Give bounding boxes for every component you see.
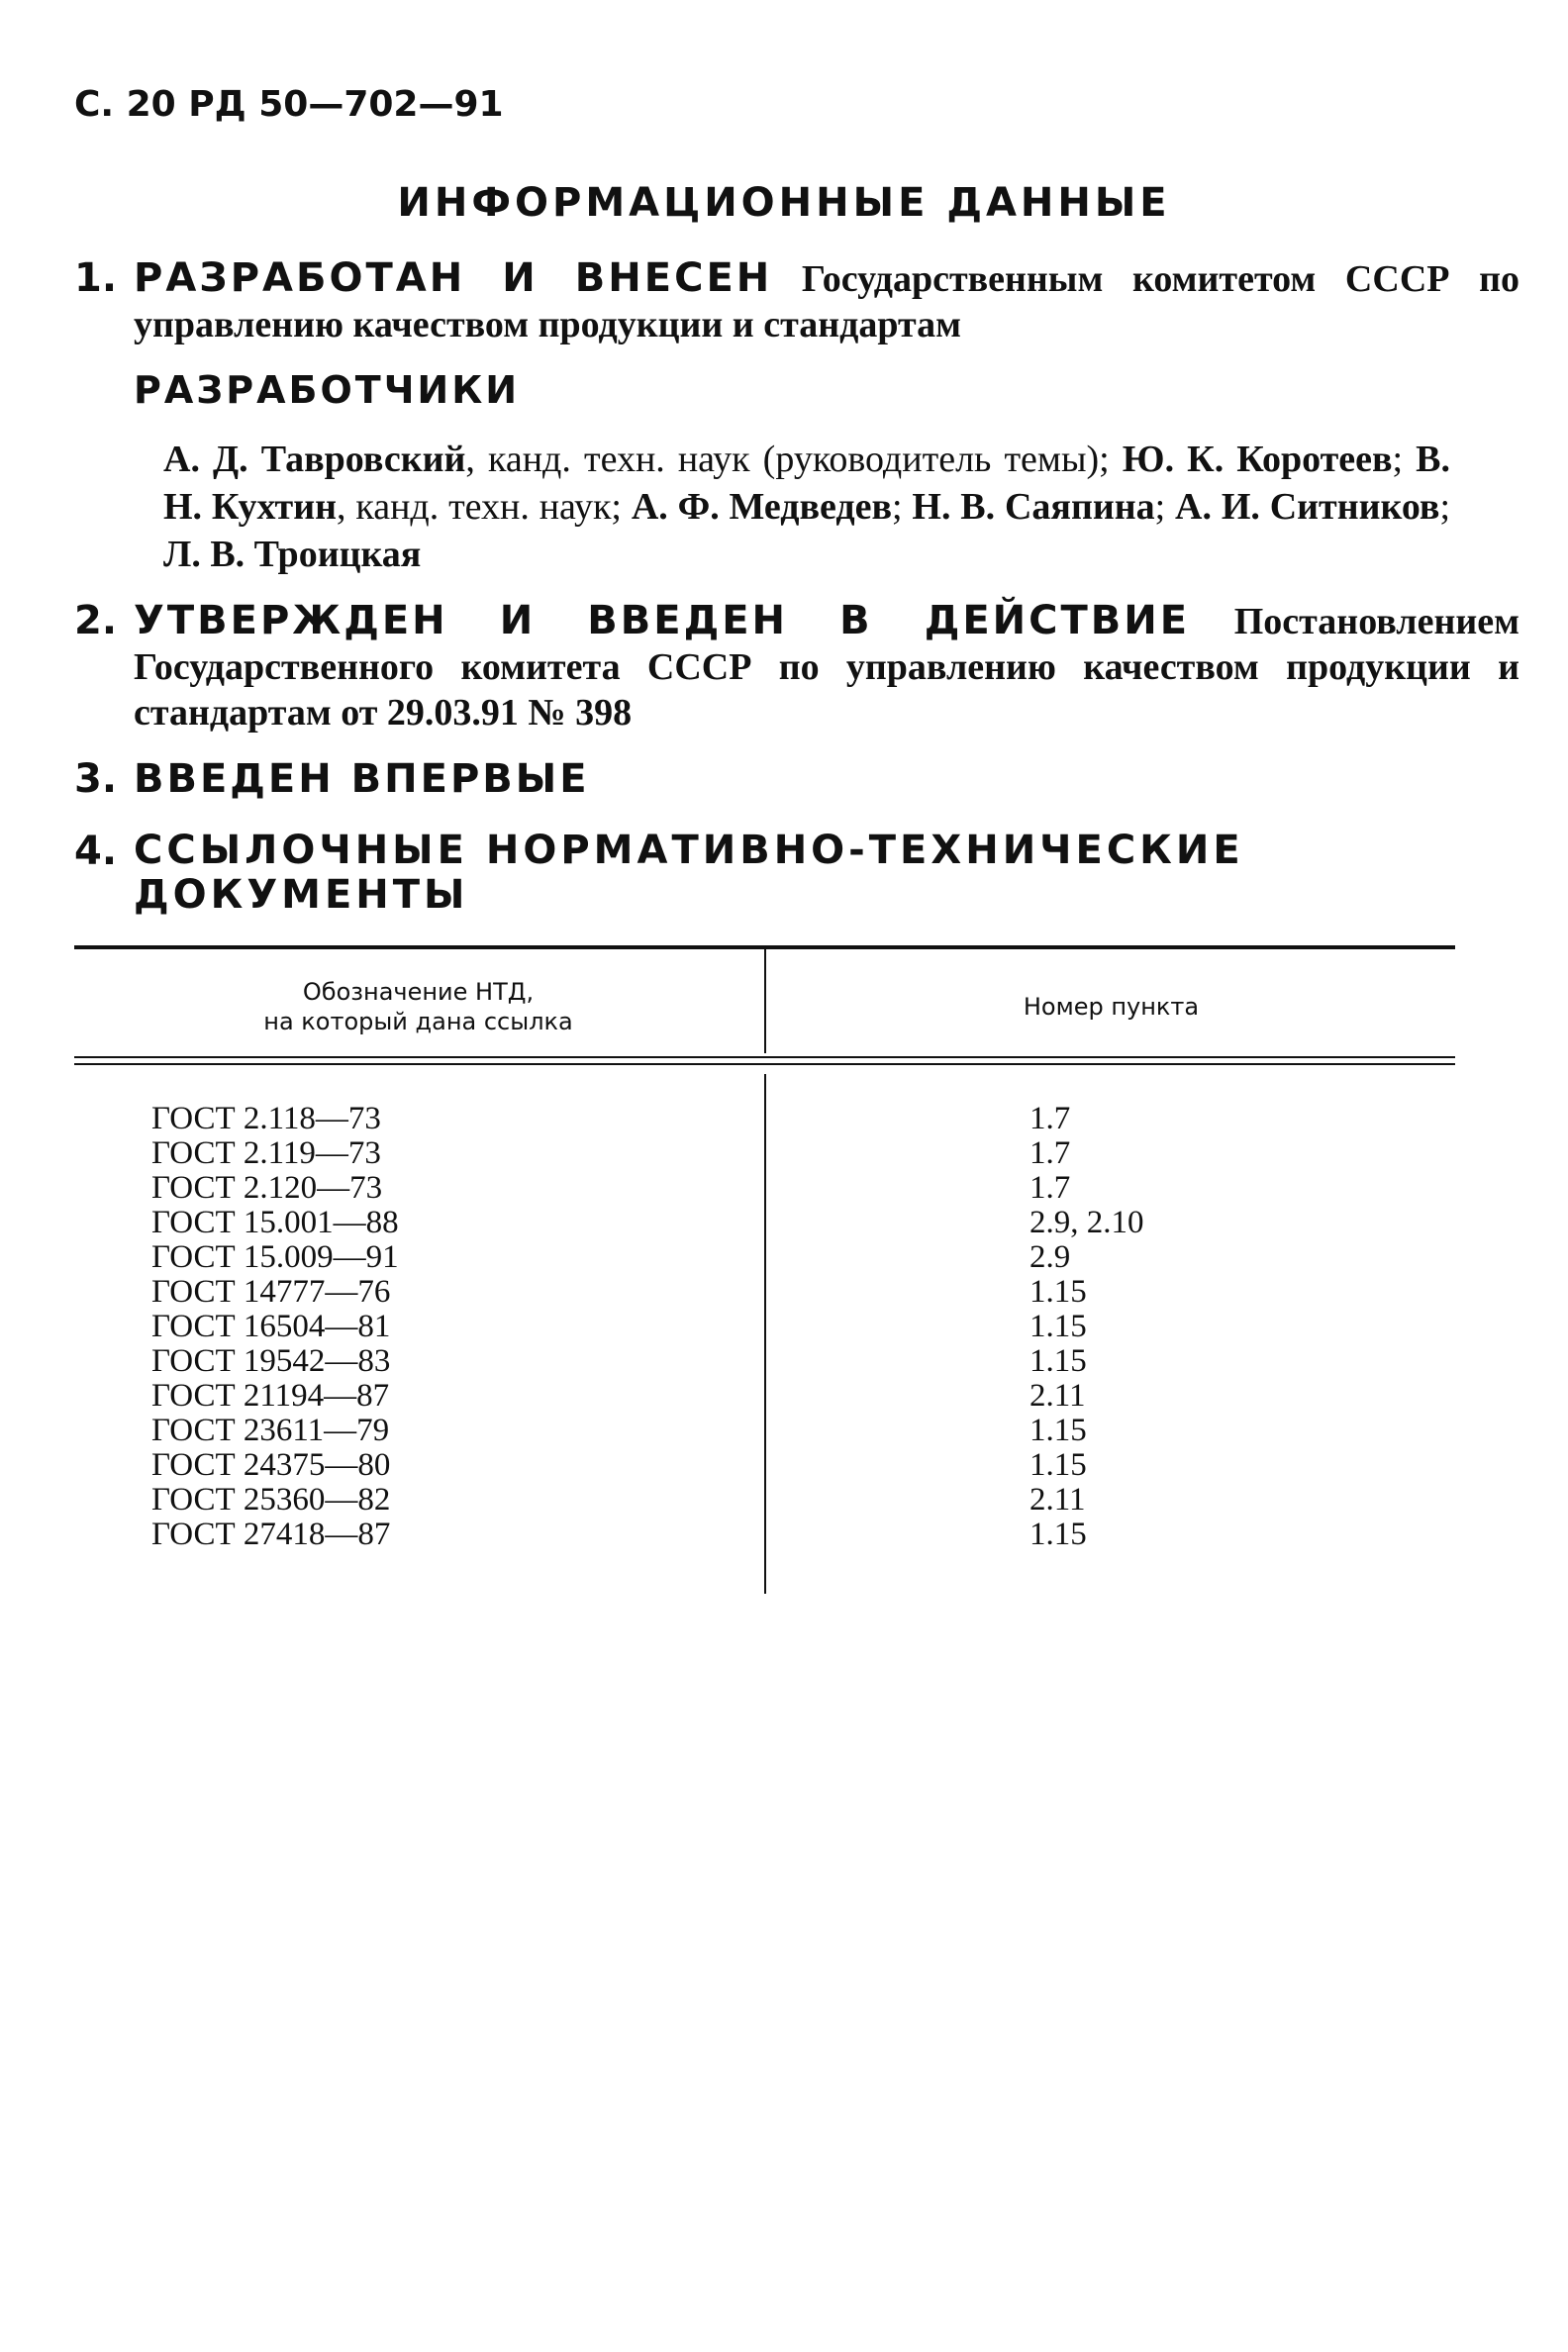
section-heading: ССЫЛОЧНЫЕ НОРМАТИВНО-ТЕХНИЧЕСКИЕ ДОКУМЕНТЫ — [134, 828, 1244, 918]
developers-heading: РАЗРАБОТЧИКИ — [134, 368, 521, 412]
section-body — [134, 829, 1500, 918]
section-number: 2. — [74, 598, 118, 643]
table-cell-clause: 1.15 — [1029, 1413, 1087, 1448]
table-header-rule — [74, 1056, 1455, 1058]
developer-name: Ю. К. Коротеев — [1122, 439, 1393, 480]
table-cell-clause: 2.11 — [1029, 1482, 1086, 1518]
table-column-divider — [764, 1074, 766, 1594]
developer-note: , канд. техн. наук (руководитель темы); — [465, 439, 1123, 480]
table-cell-clause: 1.15 — [1029, 1309, 1087, 1344]
table-cell-clause: 1.15 — [1029, 1274, 1087, 1310]
developer-name: А. Д. Тавровский — [163, 439, 466, 480]
table-cell-document: ГОСТ 2.120—73 — [151, 1170, 383, 1206]
column-header-line: на который дана ссылка — [263, 1008, 573, 1035]
developers-list — [163, 436, 1450, 578]
developer-name: Н. В. Саяпина — [912, 486, 1155, 528]
developer-note: , канд. техн. наук; — [337, 486, 632, 528]
table-cell-document: ГОСТ 15.001—88 — [151, 1205, 399, 1240]
table-cell-clause: 2.9, 2.10 — [1029, 1205, 1144, 1240]
developer-note: ; — [1439, 486, 1451, 528]
developer-note: ; — [1154, 486, 1176, 528]
table-cell-document: ГОСТ 16504—81 — [151, 1309, 391, 1344]
column-header-line: Обозначение НТД, — [302, 978, 535, 1006]
table-cell-clause: 1.7 — [1029, 1135, 1071, 1171]
developer-note: ; — [1392, 439, 1417, 480]
section-heading: УТВЕРЖДЕН И ВВЕДЕН В ДЕЙСТВИЕ — [134, 598, 1191, 643]
table-column-divider — [764, 949, 766, 1053]
table-cell-document: ГОСТ 21194—87 — [151, 1378, 390, 1414]
developer-name: В. Н. Кухтин — [163, 439, 1451, 528]
section-body — [134, 756, 1519, 803]
table-cell-document: ГОСТ 24375—80 — [151, 1447, 391, 1483]
table-cell-clause: 2.11 — [1029, 1378, 1086, 1414]
table-cell-document: ГОСТ 23611—79 — [151, 1413, 390, 1448]
section-number: 4. — [74, 829, 118, 874]
developer-note: ; — [892, 486, 913, 528]
table-cell-document: ГОСТ 25360—82 — [151, 1482, 391, 1518]
reference-table — [74, 945, 1455, 1599]
section-heading: РАЗРАБОТАН И ВНЕСЕН — [134, 255, 773, 301]
clause-column — [1029, 1102, 1144, 1552]
table-cell-document: ГОСТ 2.118—73 — [151, 1101, 381, 1136]
section-number: 1. — [74, 255, 118, 301]
table-cell-document: ГОСТ 19542—83 — [151, 1343, 391, 1379]
developer-name: А. И. Ситников — [1175, 486, 1440, 528]
table-cell-document: ГОСТ 27418—87 — [151, 1517, 391, 1552]
developer-name: Л. В. Троицкая — [163, 534, 422, 575]
table-header-rule — [74, 1063, 1455, 1065]
document-title: ИНФОРМАЦИОННЫЕ ДАННЫЕ — [397, 180, 1171, 226]
table-cell-document: ГОСТ 15.009—91 — [151, 1239, 399, 1275]
table-cell-document: ГОСТ 14777—76 — [151, 1274, 391, 1310]
column-header-document — [74, 977, 762, 1036]
section-heading: ВВЕДЕН ВПЕРВЫЕ — [134, 756, 590, 802]
table-cell-clause: 2.9 — [1029, 1239, 1071, 1275]
section-text: Государственным комитетом СССР по управлению качеством продукции и стандартам — [134, 258, 1520, 345]
section-body — [134, 598, 1519, 735]
table-cell-clause: 1.15 — [1029, 1343, 1087, 1379]
table-cell-clause: 1.7 — [1029, 1170, 1071, 1206]
document-column — [151, 1102, 399, 1552]
page-header: С. 20 РД 50—702—91 — [74, 84, 504, 125]
developer-name: А. Ф. Медведев — [631, 486, 893, 528]
table-cell-clause: 1.15 — [1029, 1447, 1087, 1483]
section-body — [134, 255, 1519, 347]
table-cell-document: ГОСТ 2.119—73 — [151, 1135, 381, 1171]
section-text: Постановлением Государственного комитета СССР по управлению качеством продукции и стандартам от 29.03.91 № 398 — [134, 601, 1519, 734]
table-cell-clause: 1.7 — [1029, 1101, 1071, 1136]
table-cell-clause: 1.15 — [1029, 1517, 1087, 1552]
column-header-clause: Номер пункта — [1023, 993, 1200, 1021]
section-number: 3. — [74, 756, 118, 802]
